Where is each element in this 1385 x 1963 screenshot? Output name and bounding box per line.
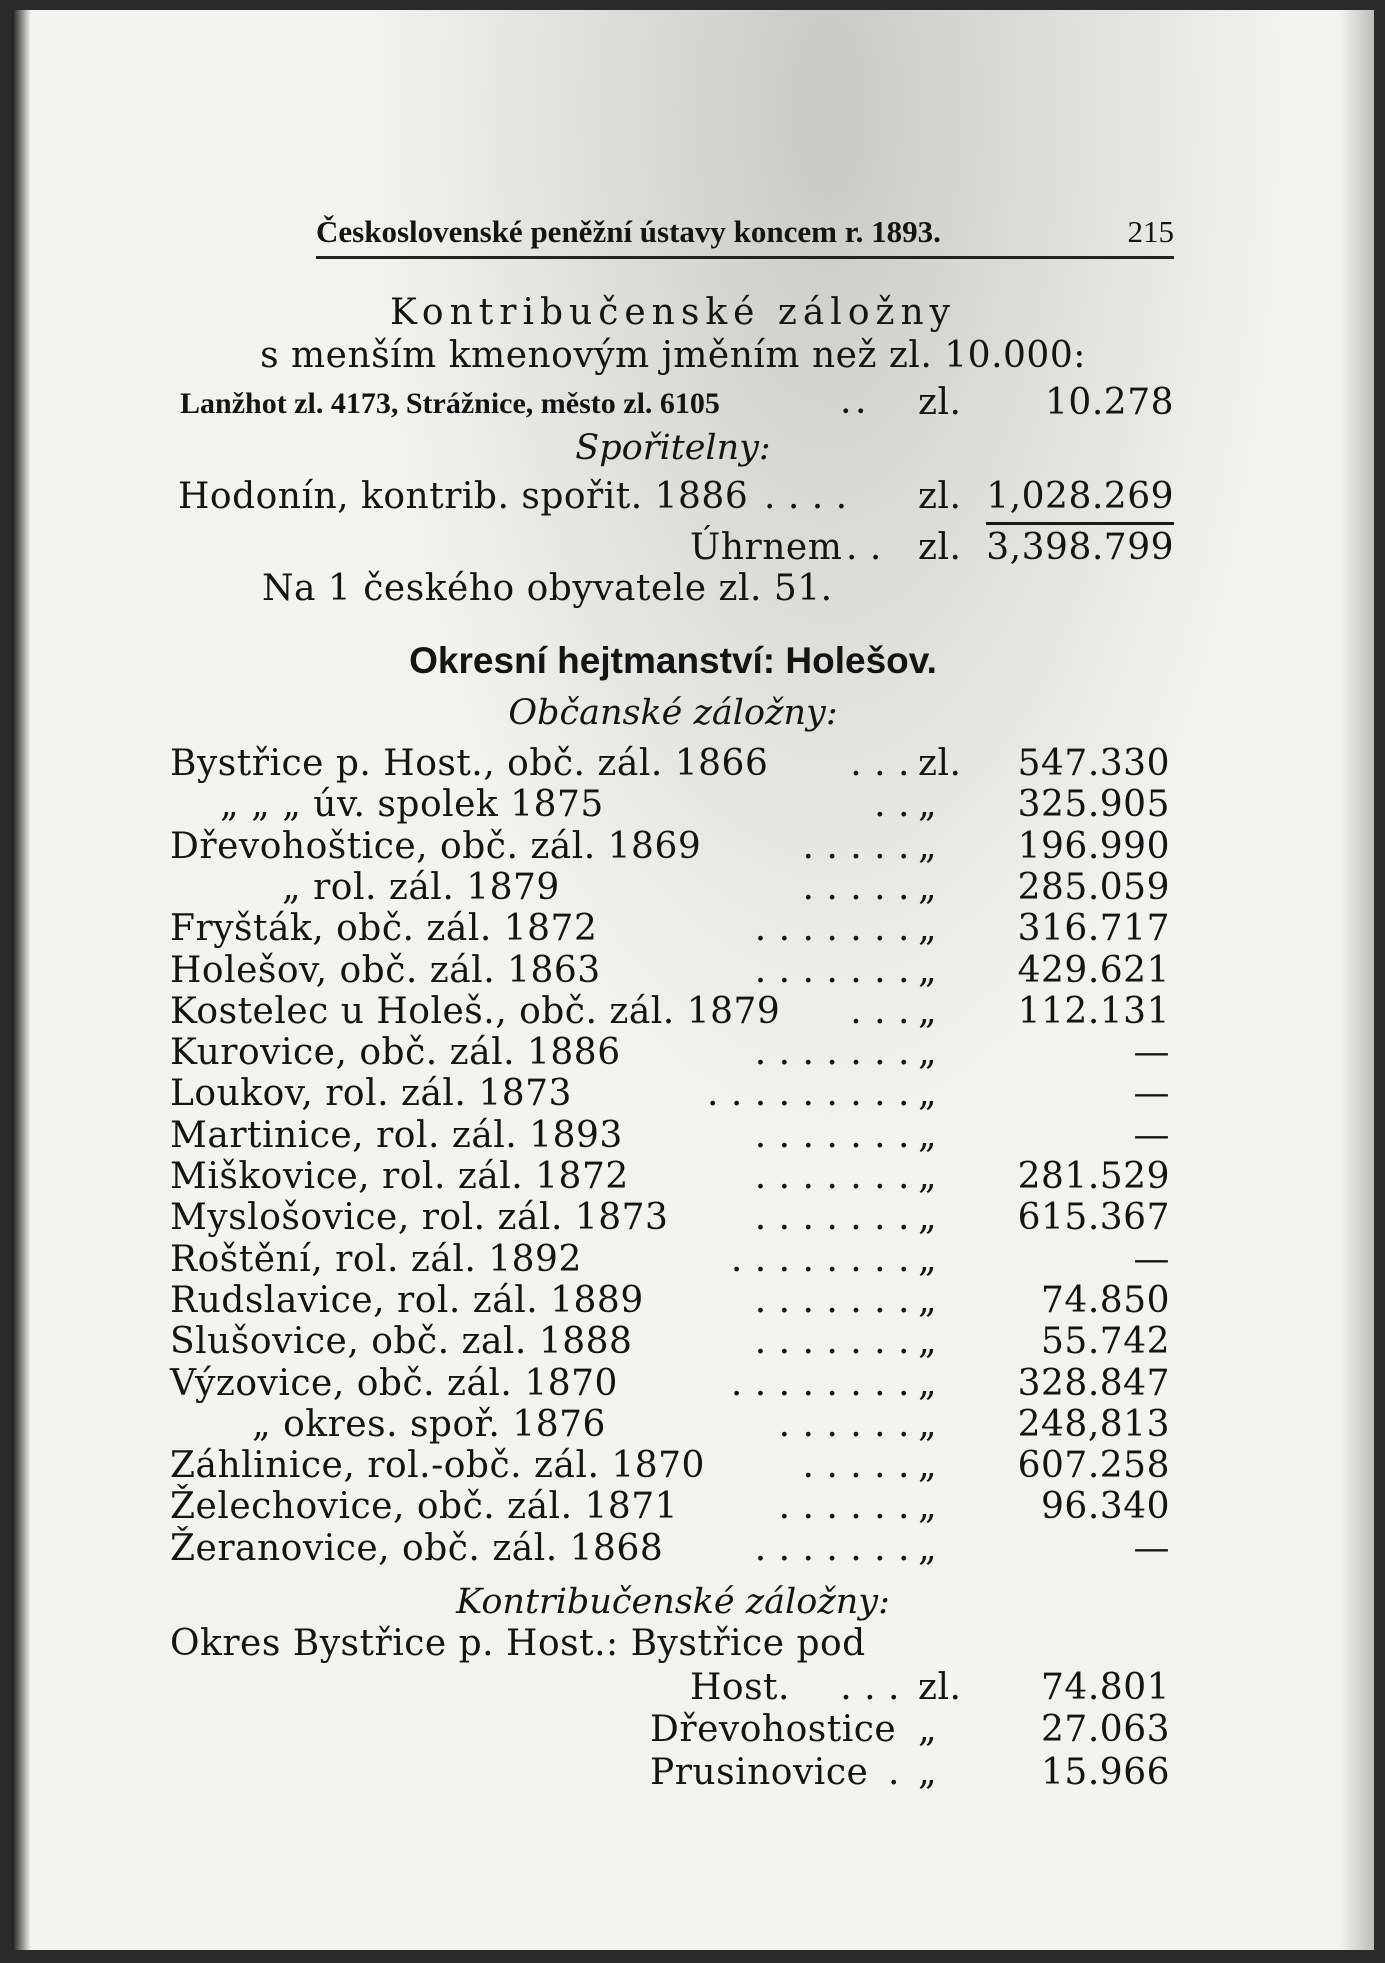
running-head	[316, 212, 1174, 259]
row-dots: . . . . . . .	[754, 1115, 910, 1156]
uhrnem-unit: zl.	[918, 527, 962, 568]
sporitelny-heading: Spořitelny:	[575, 428, 771, 468]
row-name: Myslošovice, rol. zál. 1873	[170, 1197, 669, 1238]
row-dots: . . . . . . .	[754, 1032, 910, 1073]
row-value: —	[1133, 1032, 1170, 1073]
row-dots: . . . . . . .	[754, 1197, 910, 1238]
row-dots: . . . . . . .	[754, 1156, 910, 1197]
page-number: 215	[1127, 214, 1174, 249]
row-name: „ „ „ úv. spolek 1875	[220, 784, 604, 825]
row-name: Rudslavice, rol. zál. 1889	[170, 1280, 644, 1321]
row-dots: . . . . .	[802, 826, 910, 867]
row-value: 74.801	[1041, 1667, 1170, 1708]
row-unit: „	[918, 826, 938, 867]
row-unit: „	[918, 867, 938, 908]
row-name: Dřevohoštice, obč. zál. 1869	[170, 826, 702, 867]
page-left-edge	[12, 10, 30, 1950]
hodonin-text: Hodonín, kontrib. spořit. 1886	[178, 476, 749, 517]
row-value: 328.847	[1017, 1363, 1170, 1404]
row-value: 615.367	[1017, 1197, 1170, 1238]
row-value: 429.621	[1017, 950, 1170, 991]
row-name: Loukov, rol. zál. 1873	[170, 1073, 572, 1114]
row-value: 55.742	[1041, 1321, 1170, 1362]
row-value: 196.990	[1017, 826, 1170, 867]
row-unit: „	[918, 1073, 938, 1114]
row-dots: . . . . . . . .	[730, 1239, 910, 1280]
row-value: 607.258	[1017, 1445, 1170, 1486]
row-unit: „	[918, 1709, 938, 1750]
row-dots: . . .	[850, 743, 910, 784]
row-dots: .	[888, 1752, 900, 1793]
kontrib-heading: Kontribučenské záložny:	[456, 1582, 890, 1622]
uhrnem-dots: . .	[846, 527, 882, 568]
row-value: 547.330	[1017, 743, 1170, 784]
row-unit: „	[918, 1404, 938, 1445]
row-unit: „	[918, 1156, 938, 1197]
page-right-edge	[1340, 10, 1374, 1950]
row-unit: „	[918, 1197, 938, 1238]
row-name: Slušovice, obč. zal. 1888	[170, 1321, 633, 1362]
row-dots: . . .	[840, 1667, 900, 1708]
row-unit: zl.	[918, 1667, 962, 1708]
heading-mensim: s menším kmenovým jměním než zl. 10.000:	[260, 335, 1086, 376]
uhrnem-value: 3,398.799	[986, 527, 1174, 568]
row-unit: „	[918, 1239, 938, 1280]
row-name: Holešov, obč. zál. 1863	[170, 950, 601, 991]
row-name: Výzovice, obč. zál. 1870	[170, 1363, 618, 1404]
row-dots: . . . . . . .	[754, 1321, 910, 1362]
row-name: Záhlinice, rol.-obč. zál. 1870	[170, 1445, 705, 1486]
obcanske-heading: Občanské záložny:	[508, 693, 838, 733]
row-name: „ okres. spoř. 1876	[252, 1404, 606, 1445]
row-unit: „	[918, 1486, 938, 1527]
row-unit: „	[918, 1115, 938, 1156]
row-unit: „	[918, 1363, 938, 1404]
sum-rule	[986, 522, 1174, 525]
row-name: Martinice, rol. zál. 1893	[170, 1115, 623, 1156]
running-head-title: Československé peněžní ústavy koncem r. 1893.	[316, 214, 941, 249]
hodonin-dots: . . . .	[764, 476, 848, 517]
row-value: 316.717	[1017, 908, 1170, 949]
row-value: —	[1133, 1528, 1170, 1569]
okres-line: Okres Bystřice p. Host.: Bystřice pod	[170, 1623, 866, 1664]
row-dots: . . .	[850, 991, 910, 1032]
row-value: 281.529	[1017, 1156, 1170, 1197]
row-name: Fryšták, obč. zál. 1872	[170, 908, 598, 949]
per-capita-line: Na 1 českého obyvatele zl. 51.	[262, 568, 833, 609]
district-heading: Okresní hejtmanství: Holešov.	[409, 640, 937, 681]
row-name: Kurovice, obč. zál. 1886	[170, 1032, 621, 1073]
row-value: 325.905	[1017, 784, 1170, 825]
heading-kontribucenske: Kontribučenské záložny	[389, 292, 956, 333]
row-unit: „	[918, 1445, 938, 1486]
row-dots: . . . . . . .	[754, 1528, 910, 1569]
row-value: 15.966	[1041, 1752, 1170, 1793]
row-unit: „	[918, 950, 938, 991]
row-dots: . . . . . . . .	[730, 1363, 910, 1404]
row-value: 27.063	[1041, 1709, 1170, 1750]
row-name: Roštění, rol. zál. 1892	[170, 1239, 582, 1280]
row-name: Želechovice, obč. zál. 1871	[170, 1486, 679, 1527]
row-unit: „	[918, 991, 938, 1032]
row-value: —	[1133, 1115, 1170, 1156]
row-unit: „	[918, 1032, 938, 1073]
row-value: 285.059	[1017, 867, 1170, 908]
row-name: Kostelec u Holeš., obč. zál. 1879	[170, 991, 781, 1032]
small-line-text: Lanžhot zl. 4173, Strážnice, město zl. 6105	[180, 387, 720, 420]
row-unit: „	[918, 1321, 938, 1362]
row-unit: „	[918, 1280, 938, 1321]
row-unit: „	[918, 1528, 938, 1569]
row-name: Miškovice, rol. zál. 1872	[170, 1156, 629, 1197]
row-name: Žeranovice, obč. zál. 1868	[170, 1528, 664, 1569]
row-dots: . . . . . . .	[754, 950, 910, 991]
row-value: 248,813	[1017, 1404, 1170, 1445]
row-unit: „	[918, 1752, 938, 1793]
row-unit: „	[918, 908, 938, 949]
row-name: Host.	[690, 1667, 790, 1708]
small-line-unit: zl.	[918, 382, 962, 423]
row-unit: zl.	[918, 743, 962, 784]
row-dots: . . . . .	[802, 867, 910, 908]
row-value: 96.340	[1041, 1486, 1170, 1527]
row-dots: . . . . . .	[778, 1404, 910, 1445]
row-dots: . .	[874, 784, 910, 825]
small-line-dots: . .	[842, 387, 865, 420]
row-name: Dřevohostice	[650, 1709, 897, 1750]
row-name: Bystřice p. Host., obč. zál. 1866	[170, 743, 769, 784]
row-value: —	[1133, 1073, 1170, 1114]
row-name: Prusinovice	[650, 1752, 869, 1793]
row-dots: . . . . . . .	[754, 908, 910, 949]
hodonin-value: 1,028.269	[986, 476, 1174, 517]
row-value: —	[1133, 1239, 1170, 1280]
row-dots: . . . . . .	[778, 1486, 910, 1527]
row-unit: „	[918, 784, 938, 825]
row-value: 112.131	[1017, 991, 1170, 1032]
row-dots: . . . . .	[802, 1445, 910, 1486]
row-dots: . . . . . . .	[754, 1280, 910, 1321]
hodonin-unit: zl.	[918, 476, 962, 517]
row-dots: . . . . . . . . .	[706, 1073, 910, 1114]
row-value: 74.850	[1041, 1280, 1170, 1321]
uhrnem-text: Úhrnem	[690, 527, 843, 568]
small-line-value: 10.278	[1045, 382, 1174, 423]
row-name: „ rol. zál. 1879	[282, 867, 560, 908]
